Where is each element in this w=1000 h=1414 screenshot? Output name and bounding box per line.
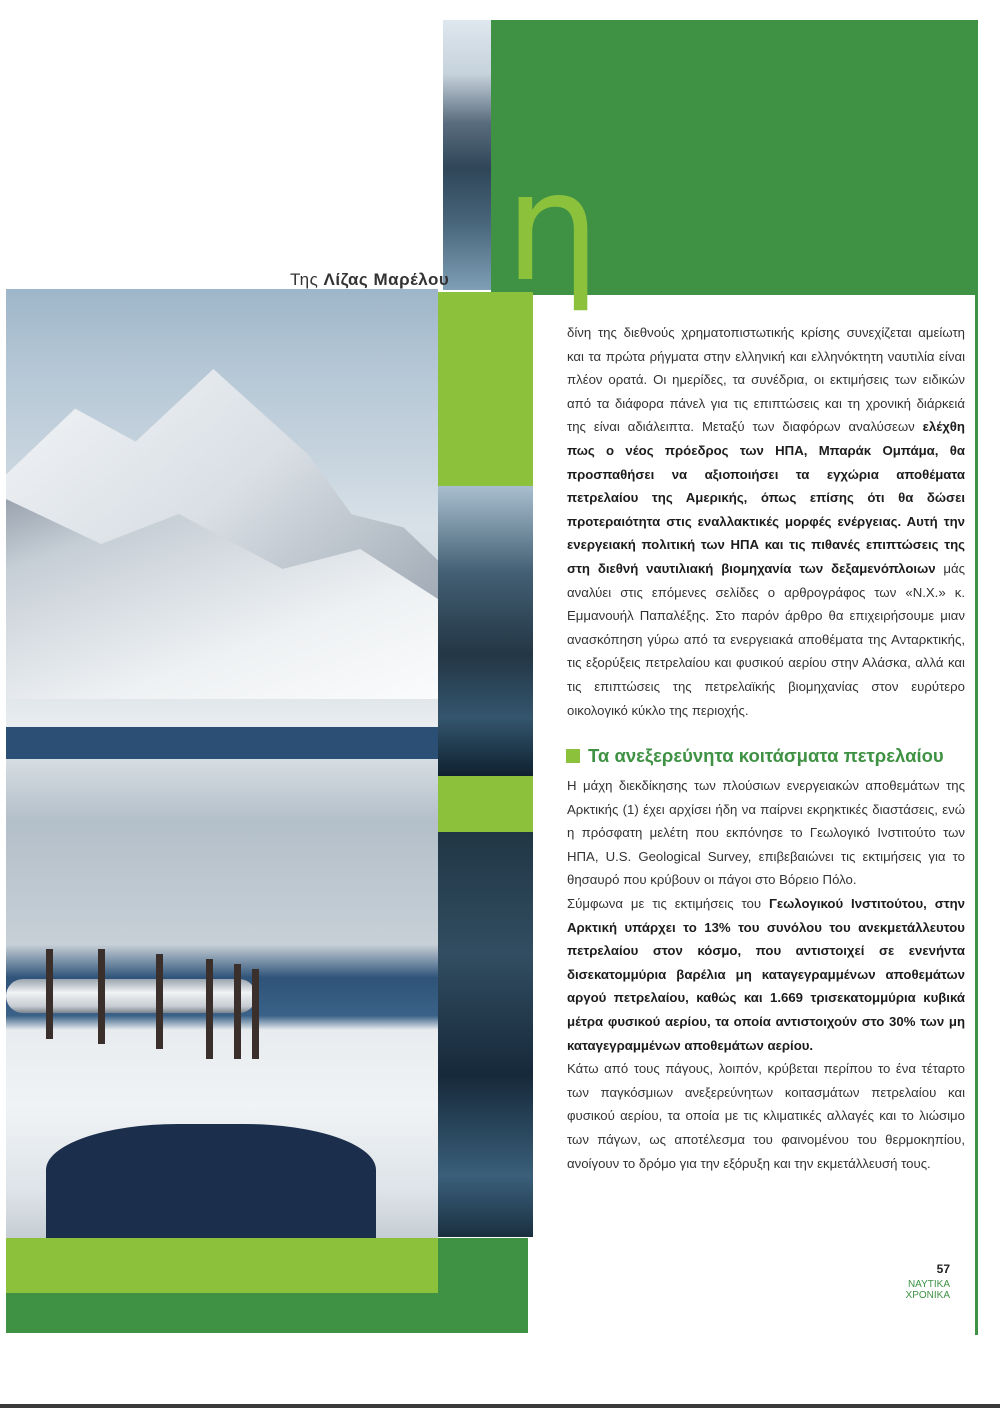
magazine-name-line1: ΝΑΥΤΙΚΑ: [907, 1279, 950, 1290]
arctic-pipeline-photo: [6, 289, 438, 1239]
section-heading-text: Τα ανεξερεύνητα κοιτάσματα πετρελαίου: [588, 745, 944, 766]
lime-footer-band: [6, 1238, 438, 1293]
section-para2-text-2: Γεωλογικού Ινστιτούτου, στην Αρκτική υπάρχει το 13% του συνόλου του ανεκμετάλλευτου πετρελαίου στον κόσμο, που αντιστοιχεί σε ενενήντα δισεκατομμύρια βαρέλια μη καταγεγραμμένων αποθεμάτων αργού πετρελαίου, καθώς και 1.669 τρισεκατομμύρια κυβικά μέτρα φυσικού αερίου, τα οποία αντιστοιχούν στο 30% των μη καταγεγραμμένων αποθεμάτων αερίου.: [567, 895, 965, 1053]
magazine-name-line2: ΧΡΟΝΙΚΑ: [905, 1290, 950, 1301]
section-body: [567, 774, 965, 1175]
heading-square-bullet: [566, 749, 580, 763]
byline-prefix: Της: [290, 270, 319, 289]
byline-name: Λίζας Μαρέλου: [323, 270, 450, 289]
intro-text-1: δίνη της διεθνούς χρηματοπιστωτικής κρίσης συνεχίζεται αμείωτη και τα πρώτα ρήγματα στην ελληνική και ελληνόκτητη ναυτιλία είναι πλέον ορατά. Οι ημερίδες, τα συνέδρια, οι εκτιμήσεις των ειδικών από τα διάφορα πάνελ για τις επιπτώσεις και τη χρονική διάρκειά της είναι αδιάλειπτα. Μεταξύ των διαφόρων αναλύσεων: [567, 325, 965, 435]
author-byline: [290, 270, 449, 290]
page-number: 57: [936, 1262, 950, 1276]
section-para2-text-1: Σύμφωνα με τις εκτιμήσεις του: [567, 895, 769, 911]
intro-text-3: μάς αναλύει στις επόμενες σελίδες ο αρθρογράφος των «Ν.Χ.» κ. Εμμανουήλ Παπαλέξης. Στο παρόν άρθρο θα επιχειρήσουμε μιαν ανασκόπηση γύρω από τα ενεργειακά αποθέματα της Ανταρκτικής, τις εξορύξεις πετρελαίου και φυσικού αερίου στην Αλάσκα, αλλά και τις επιπτώσεις της πετρελαϊκής βιομηχανίας στον ευρύτερο οικολογικό κύκλο της περιοχής.: [567, 560, 965, 718]
drop-cap: η: [505, 141, 601, 315]
mountain-photo-strip-bottom: [438, 832, 533, 1237]
mountain-photo-strip-middle: [438, 486, 533, 776]
section-paragraph-1: Η μάχη διεκδίκησης των πλούσιων ενεργειακών αποθεμάτων της Αρκτικής (1) έχει αρχίσει ήδη να παίρνει εκρηκτικές διαστάσεις, ενώ η πρόσφατη μελέτη που εκπόνησε το Γεωλογικό Ινστιτούτο των ΗΠΑ, U.S. Geological Survey, επιβεβαιώνει τις εκτιμήσεις για το θησαυρό που κρύβουν οι πάγοι στο Βόρειο Πόλο.: [567, 778, 965, 888]
green-right-rule: [975, 295, 978, 1335]
mountain-photo-strip-top: [443, 20, 491, 290]
section-paragraph-3: Κάτω από τους πάγους, λοιπόν, κρύβεται περίπου το ένα τέταρτο των παγκόσμιων ανεξερεύνητων κοιτασμάτων πετρελαίου και φυσικού αερίου, τα οποία με τις κλιματικές αλλαγές και το λιώσιμο των πάγων, ως αποτέλεσμα του φαινομένου του θερμοκηπίου, ανοίγουν το δρόμο για την εξόρυξη και την εκμετάλλευσή τους.: [567, 1061, 965, 1171]
section-paragraph-2: [567, 892, 965, 1057]
section-heading: [566, 745, 944, 767]
lime-accent-block-lower: [438, 776, 533, 834]
page-bottom-rule: [0, 1404, 1000, 1408]
intro-text-2: ελέχθη πως ο νέος πρόεδρος των ΗΠΑ, Μπαράκ Ομπάμα, θα προσπαθήσει να αξιοποιήσει τα εγχώρια αποθέματα πετρελαίου της Αμερικής, όπως επίσης ότι θα δώσει προτεραιότητα στις εναλλακτικές μορφές ενέργειας. Αυτή την ενεργειακή πολιτική των ΗΠΑ και τις πιθανές επιπτώσεις της στη διεθνή ναυτιλιακή βιομηχανία των δεξαμενόπλοιων: [567, 419, 965, 576]
magazine-name: [880, 1279, 950, 1301]
intro-paragraph: [567, 321, 965, 722]
